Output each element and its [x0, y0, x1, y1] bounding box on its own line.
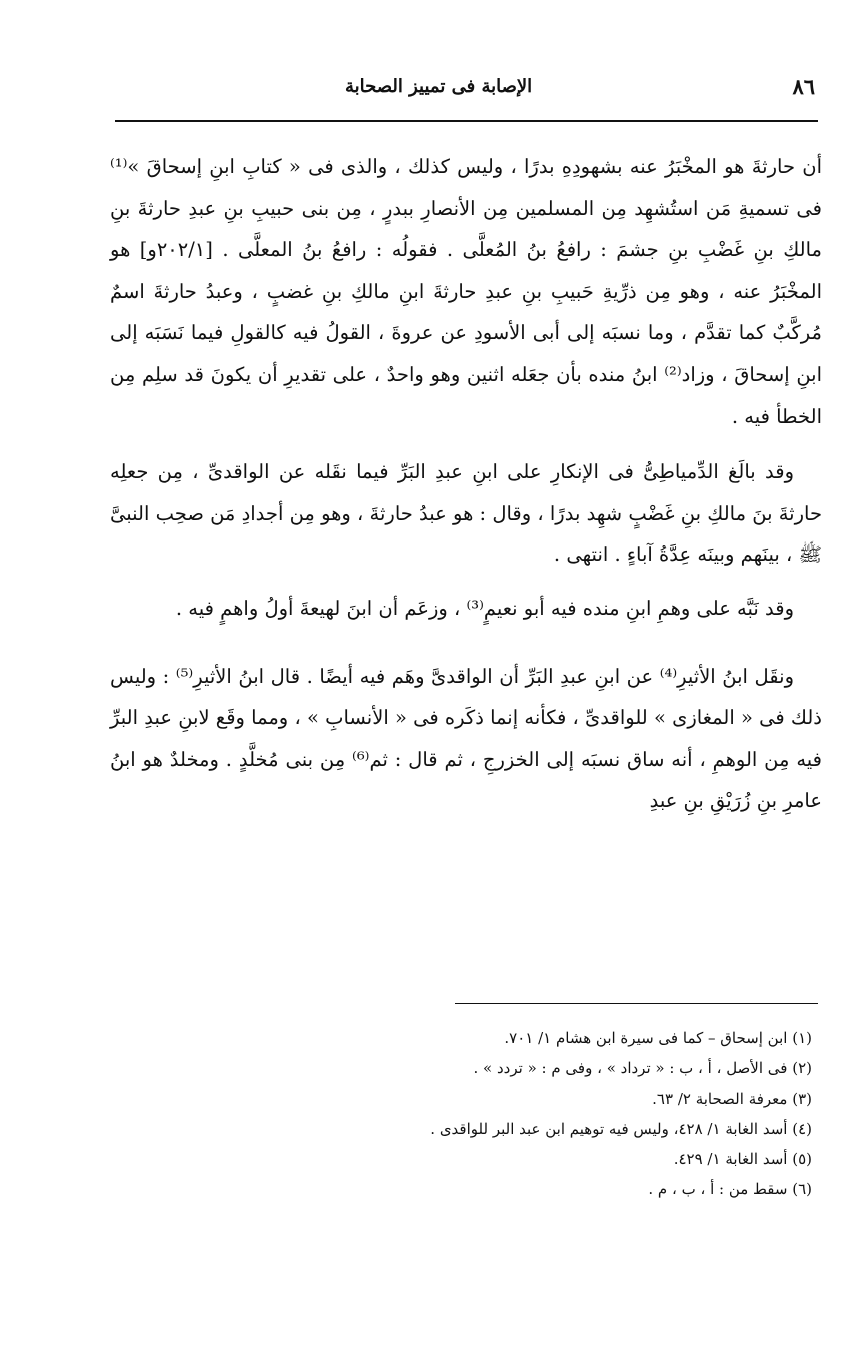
footnote-rule — [455, 1003, 818, 1004]
running-title: الإصابة فى تمييز الصحابة — [345, 75, 533, 97]
footnotes — [300, 1023, 812, 1205]
paragraph: وقد بالَغ الدِّمياطِىُّ فى الإنكارِ على ابنِ عبدِ البَرِّ فيما نقَله عن الواقدىِّ ، مِن جعلِه حارثةَ بنَ مالكِ بنِ غَضْبٍ شهِد بدرًا ، وقال : هو عبدُ حارثةَ ، وهو مِن أجدادِ مَن صحِب النبىَّ ﷺ ، بينَهم وبينَه عِدَّةُ آباءٍ . انتهى . — [110, 460, 822, 567]
page-header — [115, 66, 815, 106]
footnote: (٦) سقط من : أ ، ب ، م . — [648, 1180, 812, 1199]
footnote: (٤) أسد الغابة ١/ ٤٢٨، وليس فيه توهيم ابن عبد البر للواقدى . — [430, 1119, 812, 1138]
header-rule — [115, 120, 818, 122]
footnote: (٣) معرفة الصحابة ٢/ ٦٣. — [652, 1089, 812, 1108]
paragraph: وقد نَبَّه على وهمِ ابنِ منده فيه أبو نعيمٍ⁽³⁾ ، وزعَم أن ابنَ لهيعةَ أولُ واهمٍ فيه . — [175, 596, 794, 620]
main-text — [110, 146, 822, 822]
page-number: ٨٦ — [792, 73, 815, 99]
footnote: (٢) فى الأصل ، أ ، ب : « ترداد » ، وفى م : « تردد » . — [473, 1059, 812, 1078]
footnote: (١) ابن إسحاق – كما فى سيرة ابن هشام ١/ ٧٠١. — [504, 1029, 812, 1047]
footnote: (٥) أسد الغابة ١/ ٤٢٩. — [673, 1150, 812, 1169]
paragraph: ونقَل ابنُ الأثيرِ⁽⁴⁾ عن ابنِ عبدِ البَرِّ أن الواقدىَّ وهَم فيه أيضًا . قال ابنُ الأثيرِ⁽⁵⁾ : وليس ذلك فى « المغازى » للواقدىِّ ، فكأنه إنما ذكَره فى « الأنسابِ » ، ومما وقَع لابنِ عبدِ البرِّ فيه مِن الوهمِ ، أنه ساق نسبَه إلى الخزرجِ ، ثم قال : ثم⁽⁶⁾ مِن بنى مُخلَّدٍ . ومخلدٌ هو ابنُ عامرِ بنِ زُرَيْقِ بنِ عبدِ — [110, 664, 822, 813]
paragraph: أن حارثةَ هو المخْبَرُ عنه بشهودِهِ بدرًا ، وليس كذلك ، والذى فى « كتابِ ابنِ إسحاقَ »⁽¹⁾ فى تسميةِ مَن استُشهِد مِن المسلمين مِن الأنصارِ ببدرٍ ، مِن بنى حبيبِ بنِ عبدِ حارثةَ بنِ مالكِ بنِ غَضْبِ بنِ جشمَ : رافعُ بنُ المُعلَّى . فقولُه : رافعُ بنُ المعلَّى . [٢٠٢/١و] هو المخْبَرُ عنه ، وهو مِن ذرِّيةِ حَبيبِ بنِ عبدِ حارثةَ ابنِ مالكِ بنِ غضبٍ ، وعبدُ حارثةَ اسمٌ مُركَّبٌ كما تقدَّم ، وما نسبَه إلى أبى الأسودِ عن عروةَ ، القولُ فيه كالقولِ فيما نَسَبَه إلى ابنِ إسحاقَ ، وزاد⁽²⁾ ابنُ منده بأن جعَله اثنين وهو واحدٌ ، على تقديرِ أن يكونَ قد سلِم مِن الخطأ فيه . — [110, 155, 823, 428]
